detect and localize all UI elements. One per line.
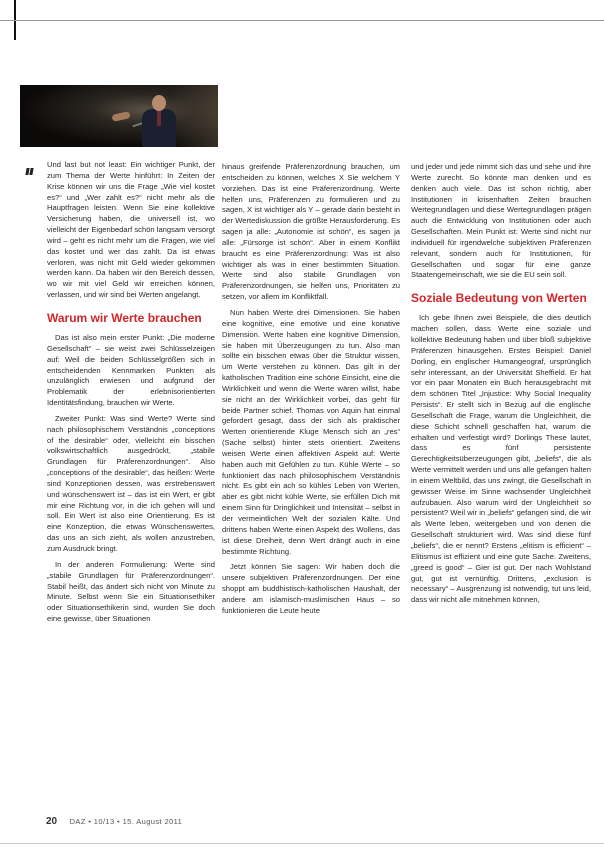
- page-footer: [46, 816, 182, 827]
- paragraph: In der anderen Formulierung: Werte sind „stabile Grundlagen für Präferenzordnungen“. Stabil heißt, das ändert sich nicht von Minute zu Minute. Selbst wenn Sie ein Situationsethiker oder Situationsethikerin sind, wurden Sie doch eine gewisse, über Situationen: [47, 559, 215, 624]
- section-heading: Warum wir Werte brauchen: [47, 310, 202, 325]
- paragraph: Jetzt können Sie sagen: Wir haben doch die unsere subjektiven Präferenzordnungen. Der eine shoppt am buddhistisch-katholischen Haushalt, der andere am islamisch-muslimischen Haus – so funktionieren die Leute heute: [222, 562, 400, 615]
- bottom-rule: [0, 843, 604, 844]
- paragraph: Ich gebe Ihnen zwei Beispiele, die dies deutlich machen sollen, dass Werte eine soziale und kollektive Bedeutung haben und über bloß subjektive Präferenzen hinausgehen. Erstes Beispiel: Daniel Dorling, ein englischer Humangeograf, ursprünglich sehr interessant, an der Universität Sheffield. Er hat vor ein paar Monaten ein Buch herausgebracht mit dem schönen Titel „Injustice: Why Social Inequality Persists“. Er stellt sich in Bezug auf die englische Gesellschaft die Frage, warum die Ungleichheit, die diese Schicht schnell geschaffen hat, warum die erhalten und verfestigt wird? Dorlings These lautet, dass es fünf persistente Gerechtigkeitsüberzeugungen gibt, „beliefs“, die als Werte vermittelt werden und uns alle gefangen halten in einem Weltbild, das uns zwingt, die Gesellschaft in gewisser Weise im Sinne wachsender Ungleichheit aufzubauen. Also warum wird der Ungleichheit so persistent? Weil wir in „beliefs“ gefangen sind, die wir als Werte leben, weitergeben und von denen die Gesellschaft strukturiert wird. Was sind diese fünf „beliefs“, die er nennt? Erstens „elitism is efficient“ – Elitismus ist effizient und eine gute Sache. Zweitens, „greed is good“ – Gier ist gut. Der nach Wohlstand gut, gut ist vernünftig. Drittens, „exclusion is necessary“ – Ausgrenzung ist notwendig, tut uns leid, dass wir nicht alle mitnehmen können,: [411, 313, 591, 605]
- speaker-head: [152, 95, 166, 111]
- paragraph: Das ist also mein erster Punkt: „Die moderne Gesellschaft“ – sie weist zwei Schlüsselzeigen auf: Weil die beiden Schlüsselgrößen sich in entscheidenden Kennmarken Punkten als unzulänglich erwiesen und aufgrund der Problematik der erlebnisorientierten Identitätsfindung, brauchen wir Werte.: [47, 332, 215, 408]
- top-rule: [0, 20, 604, 21]
- speaker-tie: [157, 110, 161, 126]
- speaker-hand: [111, 111, 130, 122]
- page-number: 20: [46, 816, 58, 827]
- paragraph: hinaus greifende Präferenzordnung brauchen, um entscheiden zu können, welches X Sie welchem Y vorziehen. Das ist eine Präferenzordnung. Werte helfen uns, Präferenzen zu formulieren und zu sagen, X ist wichtiger als Y – gerade darin besteht in der Wertediskussion die größte Herausforderung. Es sagen ja alle: „Autonomie ist schön“, es sagen ja alle: „Fürsorge ist schön“. Aber in einem Konflikt braucht es eine Präferenzordnung: Was ist also wichtiger als was in einer bestimmten Situation. Werte sind also stabile Grundlagen von Präferenzordnungen, sie helfen uns, Prioritäten zu setzen, vor allem im Konfliktfall.: [222, 162, 400, 302]
- article-column-2: [222, 162, 400, 622]
- paragraph: Zweiter Punkt: Was sind Werte? Werte sind nach philosophischem Verständnis „conceptions of the desirable“ oder, vielleicht ein bisschen volkswirtschaftlich ausgedrückt, „stabile Grundlagen für Präferenzordnungen“. Also „conceptions of the desirable“, das heißen: Werte sind Konzeptionen dessen, was erstrebenswert und wünschenswert ist – das ist ein Wert, er gibt mir eine Richtung vor, in die ich gehen will und soll. Ein Wert ist also eine Orientierung. Es ist eine Konzeption, die etwas Wünschenswertes, das uns an sich zieht, als wollen anzustreben, zum Ausdruck bringt.: [47, 413, 215, 553]
- article-column-3: [411, 162, 591, 611]
- paragraph: und jeder und jede nimmt sich das und sehe und ihre Werte zurecht. So könnte man denken und es denken auch viele. Das ist schon richtig, aber Institutionen in krisenhaften Zeiten brauchen Wertegrundlagen und diese Wertegrundlagen prägen auch die Entwicklung von Institutionen oder auch Gesellschaften. Mein Punkt ist: Werte sind nicht nur individuell für irgendwelche subjektiven Präferenzen relevant, sondern auch für Institutionen, für Gesellschaften und sogar für eine ganze Staatengemeinschaft, wie sie die EU sein soll.: [411, 162, 591, 280]
- section-heading: Soziale Bedeutung von Werten: [411, 291, 587, 306]
- paragraph: Nun haben Werte drei Dimensionen. Sie haben eine kognitive, eine emotive und eine konative Dimension. Werte haben eine kognitive Dimension, sie haben mit Überzeugungen zu tun. Also man sollte ein bisschen etwas über die Struktur wissen, um Werte verstehen zu können. Das gilt in der katholischen Tradition eine schöne Einsicht, eine die Wirklichkeit und wenn die Werte wären willst, habe sie nicht an der Wirklichkeit vorbei, das geht für beide Partner schief. Thomas von Aquin hat einmal gefordert gesagt, dass der sich als praktischer Werten orientierende Kluge Mensch sich an „res“ (Sache selbst) hinter stets orientiert. Zweitens weisen Werte einen affektiven Aspekt auf: Werte haben auch mit Gefühlen zu tun. Kühle Werte – so funktioniert das nach philosophischem Verständnis nicht. Es gibt ein ach so kühles Leben von Werten, aber es gibt nicht kühle Werte, sie erfüllen Dich mit einem Sinn für Dringlichkeit und Intensität – selbst in der vermeintlichen Welt der sozialen Kälte. Und drittens haben Werte einen Aspekt des Wollens, das ist diese Dreiheit, denn Wert drängt auch in eine bestimmte Richtung.: [222, 307, 400, 556]
- article-column-1: [47, 160, 215, 630]
- speaker-photo: [20, 85, 218, 147]
- stage-light: [170, 85, 218, 147]
- quote-mark-icon: [26, 162, 34, 170]
- paragraph: Und last but not least: Ein wichtiger Punkt, der zum Thema der Werte hinführt: In Zeiten der Krise können wir uns die Frage „Wie viel kostet es?“ und „Wer zahlt es?“ nicht mehr als die Hauptfragen leisten. Wenn Sie eine kollektive Versicherung haben, die universell ist, wo vielleicht der Eigenbedarf schön langsam versorgt wird – geht es nicht mehr um die Fragen, wie viel das kostet und wer das zahlt. Da ist etwas verloren, was nicht mit Geld wieder gekommen werden kann. Da haben wir den Bereich dessen, wo wir mit viel Geld wir erreichen können, verlassen, und wir sind bei Werten angelangt.: [47, 160, 215, 300]
- issue-info: DAZ • 10/13 • 15. August 2011: [69, 817, 183, 826]
